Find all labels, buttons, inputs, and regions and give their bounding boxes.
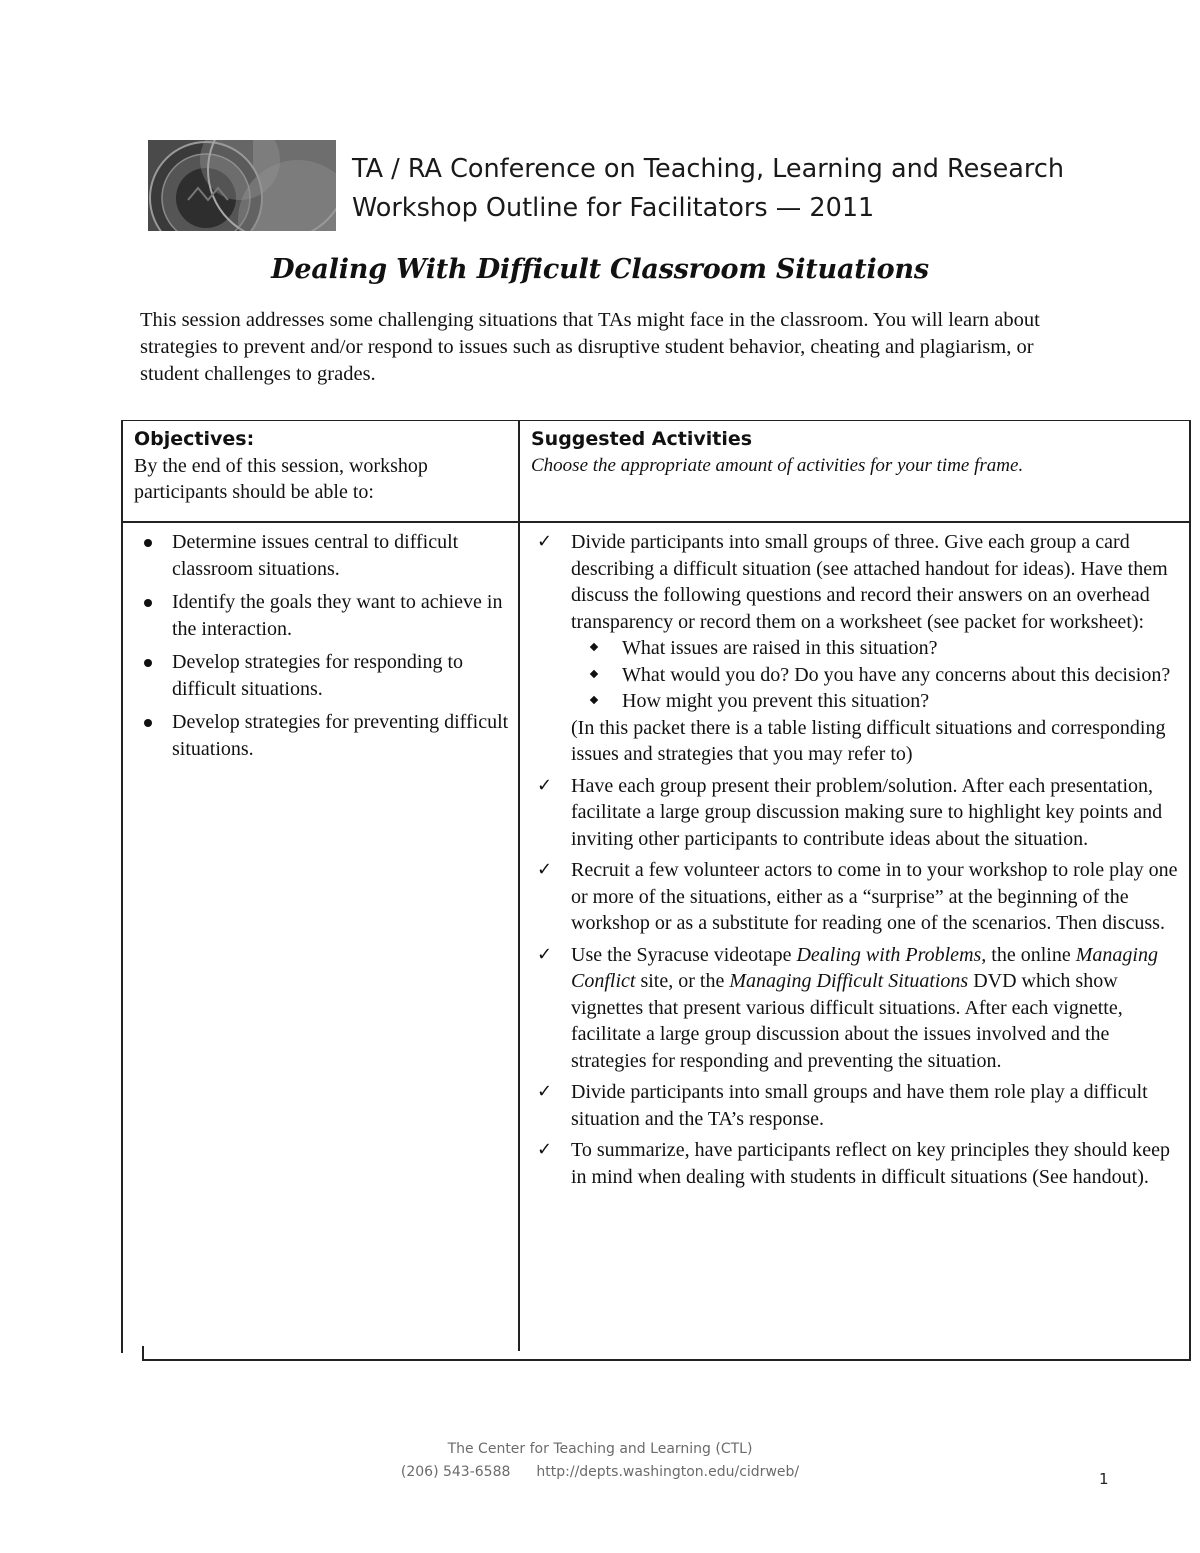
activity-item: ✓ Recruit a few volunteer actors to come in to your workshop to role play one or more of the situations, either as a “surprise” at the beginning of the workshop or as a substitute for reading one of the scenarios. Then discuss. (537, 859, 1178, 934)
packet-note: (In this packet there is a table listing difficult situations and corresponding issues and strategies that you may refer to) (571, 716, 1166, 765)
list-item: How might you prevent this situation? (571, 688, 1184, 715)
table-border-right (1189, 421, 1191, 1361)
diamond-bullet-icon (590, 643, 598, 651)
activity-item: ✓ Have each group present their problem/solution. After each presentation, facilitate a large group discussion making sure to highlight key points and inviting other participants to contribute ideas about the situation. (537, 774, 1163, 850)
activities-subheading: Choose the appropriate amount of activities for your time frame. (531, 455, 1024, 476)
objectives-header (134, 425, 514, 505)
activity-item: ✓ Use the Syracuse videotape Dealing with Problems, the online Managing Conflict site, or the Managing Difficult Situations DVD which show vignettes that present various difficult situations. After each vignette, facilitate a large group discussion about the issues involved and the strategies for responding and preventing the situation. (537, 943, 1158, 1072)
list-item: Develop strategies for preventing difficult situations. (141, 709, 511, 762)
list-item: Develop strategies for responding to difficult situations. (141, 649, 511, 702)
table-border-left (121, 421, 123, 1353)
checkmark-icon: ✓ (537, 859, 553, 880)
university-seal-logo (148, 140, 336, 231)
workshop-subtitle: Workshop Outline for Facilitators — 2011 (352, 193, 875, 223)
activity-item: ✓ Divide participants into small groups of three. Give each group a card describing a difficult situation (see attached handout for ideas). Have them discuss the following questions and record their answers on an overhead transparency or record them on a worksheet (see packet for worksheet): What issues are raised in this situation? What would you do? Do you have any concerns about this decision? How might you prevent this situation? (In this packet there is a table listing difficult situations and corresponding issues and strategies that you may refer to) (534, 529, 1184, 768)
table-column-divider (518, 421, 520, 1351)
objectives-subheading: By the end of this session, workshop participants should be able to: (134, 455, 428, 503)
page-footer (0, 1438, 1200, 1484)
checkmark-icon: ✓ (537, 774, 553, 796)
checkmark-icon: ✓ (537, 1139, 553, 1160)
list-item: What would you do? Do you have any concerns about this decision? (571, 662, 1184, 689)
bullet-icon (144, 659, 152, 667)
checkmark-icon: ✓ (537, 1081, 553, 1102)
workshop-table (121, 420, 1191, 1353)
footer-org: The Center for Teaching and Learning (CTL) (447, 1441, 753, 1457)
intro-paragraph: This session addresses some challenging situations that TAs might face in the classroom. You will learn about strategies to prevent and/or respond to issues such as disruptive student behavior, cheating and plagiarism, or student challenges to grades. (140, 309, 1040, 385)
activities-list (534, 529, 1184, 1195)
list-item: Determine issues central to difficult classroom situations. (141, 529, 511, 582)
objectives-list (141, 529, 511, 769)
table-corner-mark (142, 1346, 144, 1360)
checkmark-icon: ✓ (537, 531, 553, 552)
list-item: Identify the goals they want to achieve in the interaction. (141, 589, 511, 642)
dvd-title: Managing Difficult Situations (729, 970, 969, 992)
bullet-icon (144, 719, 152, 727)
diamond-bullet-icon (590, 669, 598, 677)
bullet-icon (144, 599, 152, 607)
footer-phone: (206) 543-6588 (400, 1464, 511, 1480)
table-border-bottom (142, 1359, 1191, 1361)
activities-header (531, 425, 1181, 479)
conference-title: TA / RA Conference on Teaching, Learning and Research (352, 154, 1065, 184)
document-title: Dealing With Difficult Classroom Situations (271, 254, 929, 285)
activities-heading: Suggested Activities (531, 428, 753, 450)
bullet-icon (144, 539, 152, 547)
objectives-heading: Objectives: (134, 428, 255, 450)
page-number: 1 (1099, 1470, 1109, 1488)
checkmark-icon: ✓ (537, 943, 553, 965)
site-title: Managing Conflict (571, 943, 1158, 992)
footer-url: http://depts.washington.edu/cidrweb/ (536, 1464, 800, 1480)
list-item: What issues are raised in this situation? (571, 635, 1184, 662)
discussion-questions (571, 635, 1184, 715)
header-titles (352, 150, 1064, 228)
diamond-bullet-icon (590, 696, 598, 704)
activity-item: ✓ To summarize, have participants reflect on key principles they should keep in mind when dealing with students in difficult situations (See handout). (537, 1139, 1170, 1188)
table-header-divider (121, 521, 1191, 523)
activity-item: ✓ Divide participants into small groups and have them role play a difficult situation and the TA’s response. (537, 1081, 1148, 1130)
video-title: Dealing with Problems, (796, 943, 987, 966)
